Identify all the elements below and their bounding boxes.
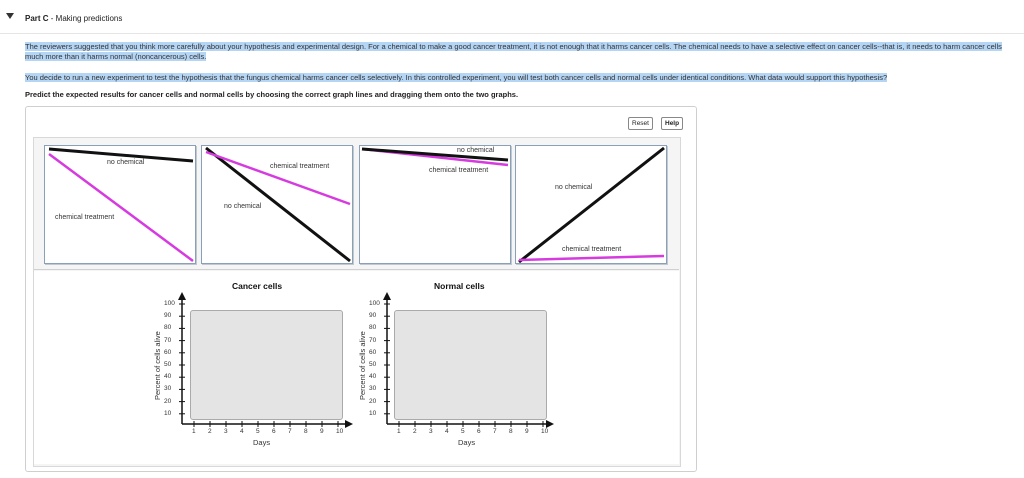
graph-2-y-tick-label: 60: [369, 348, 377, 356]
graph-1-y-tick-label: 100: [164, 300, 175, 307]
tile-4-label-b: chemical treatment: [562, 246, 622, 253]
graph-2-x-tick-label: 10: [541, 428, 549, 435]
graph-1-y-tick-label: 90: [164, 312, 172, 320]
graph-2-x-label: Days: [458, 438, 476, 447]
reset-button[interactable]: Reset: [628, 117, 653, 130]
graph-1-y-tick-label: 40: [164, 373, 172, 381]
graph-1-y-tick-label: 50: [164, 361, 172, 368]
tile-3-label-a: no chemical: [457, 147, 495, 154]
graph-2-x-tick-label: 6: [477, 428, 481, 435]
tile-2-label-a: chemical treatment: [270, 163, 330, 170]
graph-1-y-tick-label: 80: [164, 324, 172, 332]
graph-2-x-tick-label: 1: [397, 428, 401, 435]
graph-2-y-tick-label: 100: [369, 300, 380, 307]
graph-1-y-tick-label: 60: [164, 348, 172, 356]
tile-3-label-b: chemical treatment: [429, 167, 489, 174]
graph-2-y-tick-label: 50: [369, 361, 377, 368]
graph-1-axes: [178, 292, 353, 428]
graph-1-x-tick-label: 3: [224, 428, 228, 435]
graph-2-x-tick-label: 7: [493, 428, 497, 435]
graph-1-x-tick-label: 1: [192, 428, 196, 435]
graph-2-x-tick-label: 2: [413, 428, 417, 435]
graph-2-x-tick-label: 8: [509, 428, 513, 435]
graph-1-x-label: Days: [253, 438, 271, 447]
graph-2-x-tick-label: 9: [525, 428, 529, 435]
graph-1-x-tick-label: 7: [288, 428, 292, 435]
graph-2-x-tick-label: 3: [429, 428, 433, 435]
tile-1-label-b: chemical treatment: [55, 214, 115, 221]
tile-2-label-b: no chemical: [224, 203, 262, 210]
graph-2-axes: [383, 292, 554, 428]
intro-paragraph-2: You decide to run a new experiment to test the hypothesis that the fungus chemical harms cancer cells selectively. In this controlled experiment, you will test both cancer cells and normal cells under identical conditions. What data would support this hypothesis?: [25, 73, 888, 82]
graph-1-x-tick-label: 8: [304, 428, 308, 435]
graph-2-x-tick-label: 5: [461, 428, 465, 435]
graph-1-y-label: Percent of cells alive: [153, 331, 162, 400]
graph-1-title: Cancer cells: [232, 281, 283, 291]
graph-2-y-tick-label: 30: [369, 385, 377, 393]
graph-1-y-tick-label: 10: [164, 409, 172, 417]
graph-2-y-tick-label: 70: [369, 336, 377, 344]
graph-2-y-tick-label: 10: [369, 409, 377, 417]
graph-1-x-tick-label: 6: [272, 428, 276, 435]
graph-1-y-tick-label: 30: [164, 385, 172, 393]
graph-2-title: Normal cells: [434, 281, 485, 291]
graph-1-y-tick-label: 70: [164, 336, 172, 344]
graph-1-y-tick-label: 20: [164, 397, 172, 405]
graph-1-x-tick-label: 9: [320, 428, 324, 435]
graph-2-y-label: Percent of cells alive: [358, 331, 367, 400]
graph-2-x-tick-label: 4: [445, 428, 449, 435]
instructions: Predict the expected results for cancer cells and normal cells by choosing the correct graph lines and dragging them onto the two graphs.: [25, 90, 519, 99]
graph-2-y-tick-label: 90: [369, 312, 377, 320]
graph-2-y-tick-label: 80: [369, 324, 377, 332]
graph-1-x-tick-label: 5: [256, 428, 260, 435]
graph-1-x-tick-label: 10: [336, 428, 344, 435]
intro-paragraph-1: The reviewers suggested that you think more carefully about your hypothesis and experimental design. For a chemical to make a good cancer treatment, it is not enough that it harms cancer cells. The chemical needs to have a selective effect on cancer cells--that is, it needs to harm cancer cells much more than it harms normal (noncancerous) cells.: [25, 42, 1002, 61]
graph-1-x-tick-label: 2: [208, 428, 212, 435]
tile-4-label-a: no chemical: [555, 184, 593, 191]
graph-1-x-tick-label: 4: [240, 428, 244, 435]
tile-1-label-a: no chemical: [107, 159, 145, 166]
part-title: Part C - Making predictions: [25, 14, 123, 23]
help-button[interactable]: Help: [661, 117, 683, 130]
graph-2-y-tick-label: 40: [369, 373, 377, 381]
graph-2-y-tick-label: 20: [369, 397, 377, 405]
